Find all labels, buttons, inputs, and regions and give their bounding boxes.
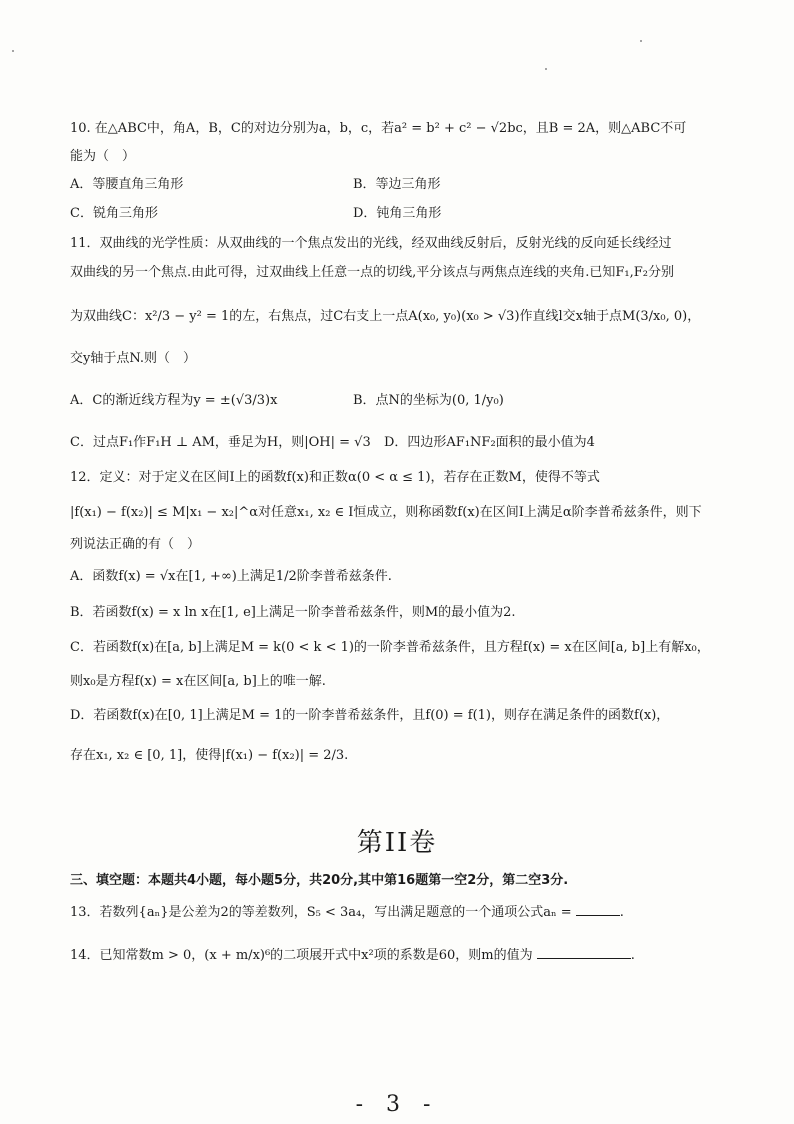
q12-option-c-line1: C．若函数f(x)在[a, b]上满足M = k(0 < k < 1)的一阶李普希兹条件，且方程f(x) = x在区间[a, b]上有解x₀， [70, 640, 710, 655]
q12-option-d-line2: 存在x₁, x₂ ∈ [0, 1]，使得|f(x₁) − f(x₂)| = 2/3. [70, 748, 349, 763]
q11-stem-line2: 双曲线的另一个焦点.由此可得，过双曲线上任意一点的切线,平分该点与两焦点连线的夹角.已知F₁,F₂分别 [70, 265, 674, 280]
scan-speck [12, 50, 14, 52]
q13-text: 13．若数列{aₙ}是公差为2的等差数列，S₅ < 3a₄，写出满足题意的一个通项公式aₙ = [70, 905, 572, 920]
q10-option-c: C．锐角三角形 [70, 206, 158, 221]
q10-stem-line2: 能为（ ） [70, 149, 136, 164]
page-number: - 3 - [355, 1092, 439, 1117]
q14-text: 14．已知常数m > 0，(x + m/x)⁶的二项展开式中x²项的系数是60，则m的值为 [70, 948, 533, 963]
q14-end: . [630, 948, 635, 963]
q11-option-b: B．点N的坐标为(0, 1/y₀) [353, 393, 504, 408]
section-heading: 三、填空题：本题共4小题，每小题5分，共20分,其中第16题第一空2分，第二空3分. [70, 873, 569, 888]
q10-option-d: D．钝角三角形 [353, 206, 442, 221]
q12-option-a: A．函数f(x) = √x在[1, +∞)上满足1/2阶李普希兹条件. [70, 569, 392, 584]
q12-option-c-line2: 则x₀是方程f(x) = x在区间[a, b]上的唯一解. [70, 674, 326, 689]
q11-option-a: A．C的渐近线方程为y = ±(√3/3)x [70, 393, 278, 408]
q14-answer-blank[interactable] [537, 946, 631, 959]
q13-answer-blank[interactable] [576, 903, 620, 916]
q12-stem-line1: 12．定义：对于定义在区间I上的函数f(x)和正数α(0 < α ≤ 1)，若存在正数M，使得不等式 [70, 470, 600, 485]
q11-option-d: D．四边形AF₁NF₂面积的最小值为4 [384, 435, 595, 450]
q11-stem-line1: 11．双曲线的光学性质：从双曲线的一个焦点发出的光线，经双曲线反射后，反射光线的反向延长线经过 [70, 236, 672, 251]
q12-option-d-line1: D．若函数f(x)在[0, 1]上满足M = 1的一阶李普希兹条件，且f(0) = f(1)，则存在满足条件的函数f(x)， [70, 708, 670, 723]
q11-stem-line4: 交y轴于点N.则（ ） [70, 351, 197, 366]
q11-stem-line3: 为双曲线C：x²/3 − y² = 1的左，右焦点，过C右支上一点A(x₀, y₀)(x₀ > √3)作直线l交x轴于点M(3/x₀, 0)， [70, 309, 701, 324]
q12-stem-line2: |f(x₁) − f(x₂)| ≤ M|x₁ − x₂|^α对任意x₁, x₂ ∈ I恒成立，则称函数f(x)在区间I上满足α阶李普希兹条件，则下 [70, 505, 702, 520]
q13-end: . [619, 905, 624, 920]
q13-row [70, 903, 624, 922]
section-title: 第II卷 [356, 828, 438, 858]
q10-option-a: A．等腰直角三角形 [70, 177, 184, 192]
q14-row [70, 946, 635, 965]
q12-option-b: B．若函数f(x) = x ln x在[1, e]上满足一阶李普希兹条件，则M的最小值为2. [70, 605, 516, 620]
q11-option-c: C．过点F₁作F₁H ⊥ AM，垂足为H，则|OH| = √3 [70, 435, 371, 450]
q10-option-b: B．等边三角形 [353, 177, 441, 192]
q12-stem-line3: 列说法正确的有（ ） [70, 537, 201, 552]
q10-stem-line1: 10. 在△ABC中，角A，B，C的对边分别为a，b，c，若a² = b² + c² − √2bc，且B = 2A，则△ABC不可 [70, 121, 687, 136]
scan-speck [640, 40, 642, 42]
scan-speck [545, 68, 547, 70]
